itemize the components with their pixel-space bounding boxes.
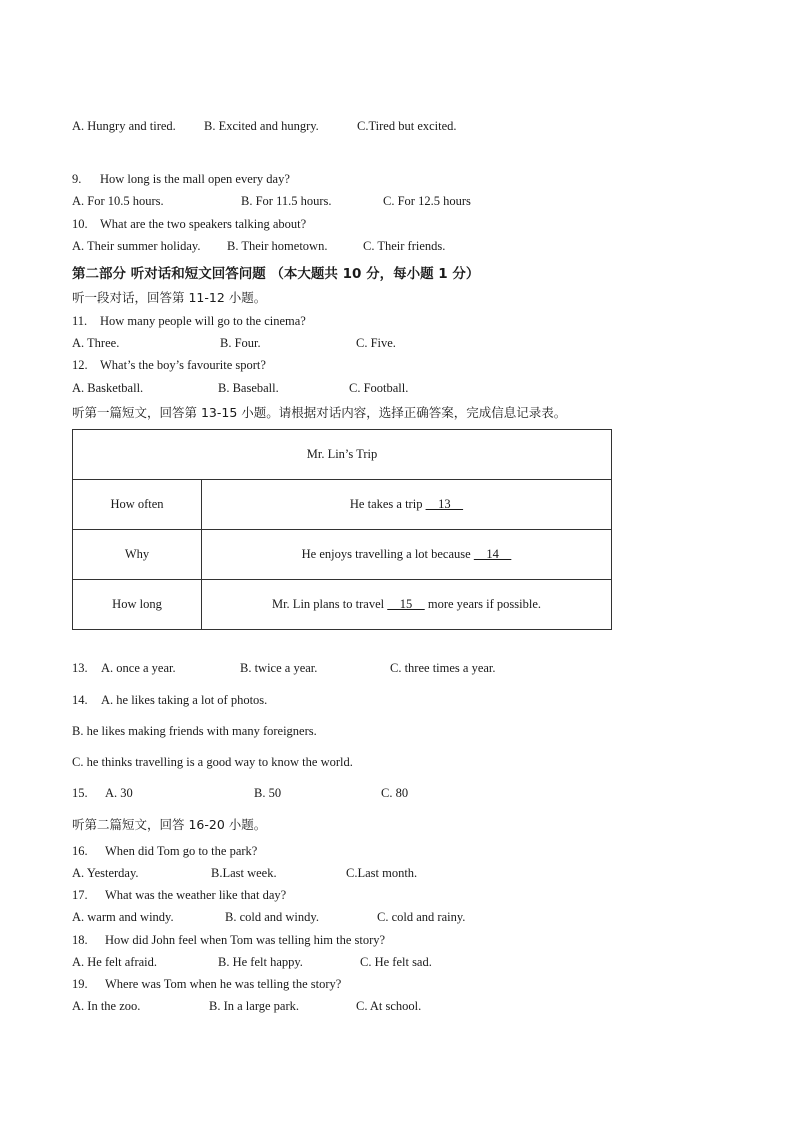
row-text-after: more years if possible. [424,597,542,611]
table-row [73,580,612,630]
q16-option-b: B.Last week. [211,866,277,880]
q15-option-a: A. 30 [105,786,133,800]
q13-option-b: B. twice a year. [240,661,318,675]
q11-option-a: A. Three. [72,336,120,350]
q16-option-a: A. Yesterday. [72,866,139,880]
q16-text: When did Tom go to the park? [105,844,258,858]
q9-option-c: C. For 12.5 hours [383,194,471,208]
answer-blank-13[interactable]: 13 [425,497,464,511]
row-label: Why [73,530,202,580]
q8-option-b: B. Excited and hungry. [204,119,319,133]
row-label: How long [73,580,202,630]
q12-text: What’s the boy’s favourite sport? [100,358,266,372]
q12-option-a: A. Basketball. [72,381,144,395]
q16-number: 16. [72,844,88,858]
answer-blank-15[interactable]: 15 [387,597,425,611]
row-content [202,480,612,530]
q14-option-a: A. he likes taking a lot of photos. [101,693,268,707]
q17-option-a: A. warm and windy. [72,910,174,924]
q19-option-b: B. In a large park. [209,999,300,1013]
q12-option-c: C. Football. [349,381,409,395]
q19-option-a: A. In the zoo. [72,999,141,1013]
row-text: He takes a trip [349,497,426,511]
q18-question [72,932,385,948]
q9-option-a: A. For 10.5 hours. [72,194,164,208]
q18-option-c: C. He felt sad. [360,955,432,969]
q19-number: 19. [72,977,88,991]
q14-number: 14. [72,693,88,707]
section-intro-passage-1: 听第一篇短文，回答第 13-15 小题。请根据对话内容，选择正确答案，完成信息记录表。 [72,405,567,420]
q15-option-c: C. 80 [381,786,409,800]
q16-option-c: C.Last month. [346,866,418,880]
section-intro-passage-2: 听第二篇短文，回答 16-20 小题。 [72,817,267,832]
q8-option-c: C.Tired but excited. [357,119,457,133]
q8-option-a: A. Hungry and tired. [72,119,176,133]
q11-text: How many people will go to the cinema? [100,314,306,328]
q11-option-c: C. Five. [356,336,396,350]
table-row [73,480,612,530]
q11-question [72,313,306,329]
q15-number: 15. [72,786,88,800]
q17-option-b: B. cold and windy. [225,910,319,924]
q18-text: How did John feel when Tom was telling him the story? [105,933,386,947]
q14-option-c: C. he thinks travelling is a good way to know the world. [72,755,353,769]
table-title: Mr. Lin’s Trip [73,430,612,480]
row-label: How often [73,480,202,530]
q10-question [72,216,306,232]
q12-number: 12. [72,358,88,372]
q11-number: 11. [72,314,88,328]
q19-option-c: C. At school. [356,999,422,1013]
q13-number: 13. [72,661,88,675]
table-row [73,530,612,580]
q12-option-b: B. Baseball. [218,381,279,395]
row-text: He enjoys travelling a lot because [301,547,474,561]
q9-text: How long is the mall open every day? [100,172,290,186]
q10-option-b: B. Their hometown. [227,239,328,253]
row-content [202,530,612,580]
q9-question [72,171,290,187]
info-record-table [72,429,612,630]
q17-question [72,887,286,903]
q9-number: 9. [72,172,82,186]
q10-option-c: C. Their friends. [363,239,446,253]
q12-question [72,357,266,373]
q17-option-c: C. cold and rainy. [377,910,466,924]
q15-option-b: B. 50 [254,786,282,800]
section-heading: 第二部分 听对话和短文回答问题 （本大题共 10 分，每小题 1 分） [72,266,480,282]
q14-option-b: B. he likes making friends with many foreigners. [72,724,317,738]
answer-blank-14[interactable]: 14 [473,547,512,561]
q10-text: What are the two speakers talking about? [100,217,307,231]
q19-question [72,976,341,992]
section-intro-dialogue: 听一段对话，回答第 11-12 小题。 [72,290,267,305]
q10-number: 10. [72,217,88,231]
q17-text: What was the weather like that day? [105,888,287,902]
row-text: Mr. Lin plans to travel [271,597,388,611]
q13-option-c: C. three times a year. [390,661,496,675]
q18-option-a: A. He felt afraid. [72,955,158,969]
q17-number: 17. [72,888,88,902]
q13-option-a: A. once a year. [101,661,176,675]
q9-option-b: B. For 11.5 hours. [241,194,332,208]
q18-option-b: B. He felt happy. [218,955,303,969]
q11-option-b: B. Four. [220,336,261,350]
q16-question [72,843,257,859]
q19-text: Where was Tom when he was telling the story? [105,977,342,991]
q18-number: 18. [72,933,88,947]
q10-option-a: A. Their summer holiday. [72,239,201,253]
row-content [202,580,612,630]
